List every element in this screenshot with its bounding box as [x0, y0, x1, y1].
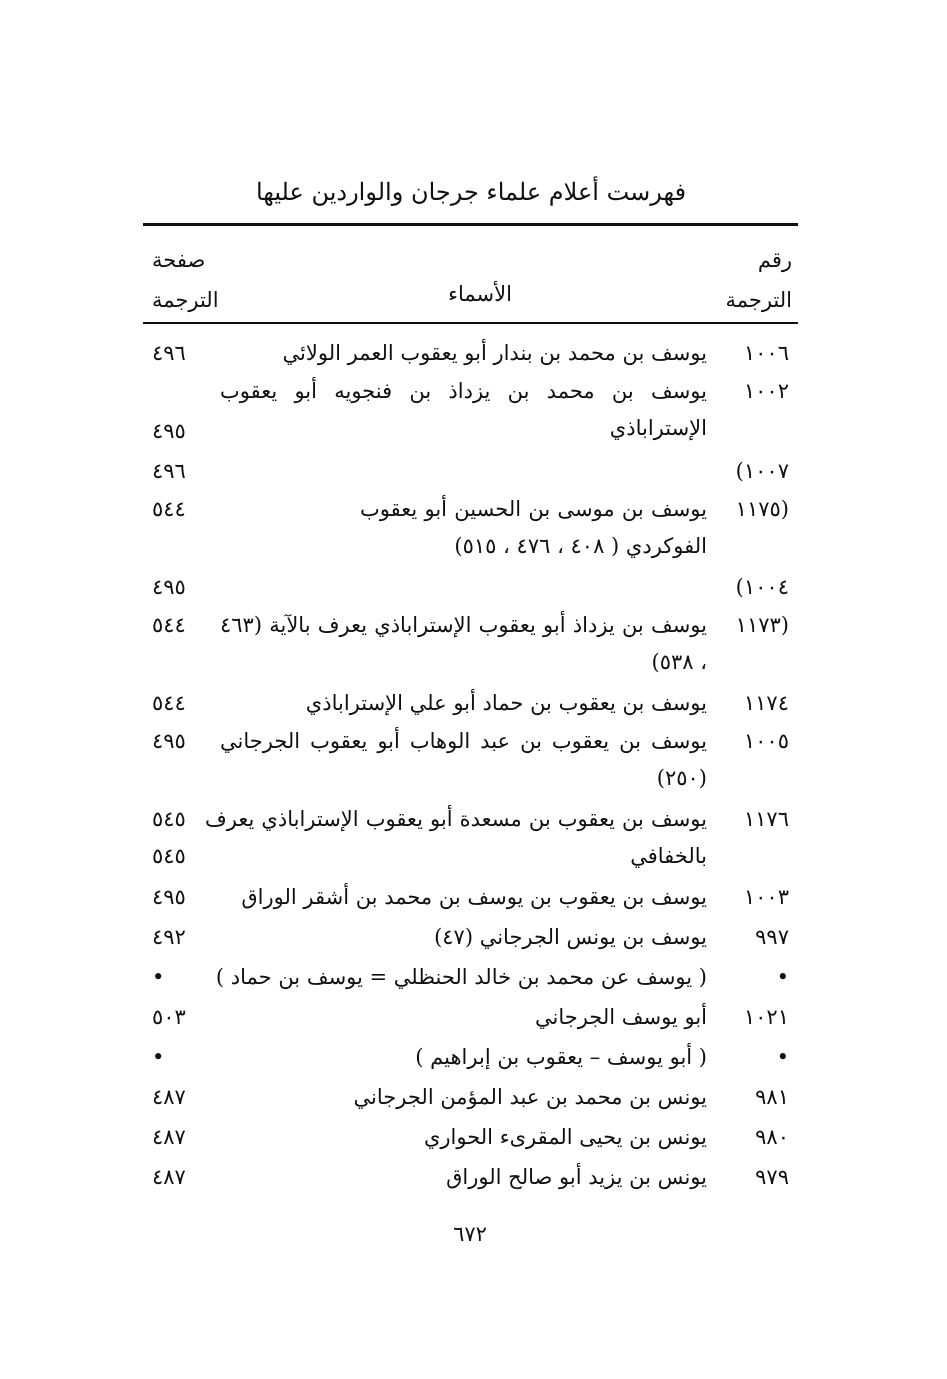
entry-name: يوسف بن يعقوب بن يوسف بن محمد بن أشقر الوراق	[241, 885, 707, 909]
list-item	[0, 723, 947, 801]
entry-page-second: ٥٤٥	[152, 844, 186, 868]
entry-number: ١٠٠٥	[743, 729, 789, 753]
entry-page: ٤٩٥	[152, 729, 186, 753]
entry-page: ٥٤٤	[152, 613, 186, 637]
header-number-line1: رقم	[757, 248, 792, 272]
entry-page: ٤٨٧	[152, 1165, 186, 1189]
entry-page: ٥٤٤	[152, 691, 186, 715]
list-item	[0, 373, 947, 453]
entry-name: يوسف بن يعقوب بن عبد الوهاب أبو يعقوب الجرجاني (٢٥٠)	[220, 729, 707, 790]
entry-number: ١٠٠٧)	[735, 459, 789, 483]
entry-name: يونس بن يزيد أبو صالح الوراق	[446, 1165, 707, 1189]
entry-name: يونس بن يحيى المقرىء الحواري	[423, 1125, 707, 1149]
entry-page: ٥٠٣	[152, 1005, 186, 1029]
entry-name: يوسف بن محمد بن يزداذ بن فنجويه أبو يعقوب الإستراباذي	[220, 379, 707, 440]
entry-name: يونس بن محمد بن عبد المؤمن الجرجاني	[353, 1085, 707, 1109]
list-item	[0, 491, 947, 569]
entry-number: (١١٧٣	[735, 613, 789, 637]
entry-number: ١١٧٤	[743, 691, 789, 715]
entry-page: ٤٩٦	[152, 341, 186, 365]
list-item	[0, 685, 947, 723]
header-page-column	[152, 240, 219, 320]
top-rule	[143, 223, 798, 226]
entry-page: ٥٤٤	[152, 497, 186, 521]
entry-number: ٩٨٠	[755, 1125, 789, 1149]
entry-page: ٤٩٥	[152, 419, 186, 443]
entry-number: ١٠٠٤)	[735, 575, 789, 599]
entry-page: •	[152, 965, 165, 989]
list-item	[0, 919, 947, 959]
entry-number: (١١٧٥	[735, 497, 789, 521]
entry-page: ٤٨٧	[152, 1085, 186, 1109]
entries-list	[0, 335, 947, 1199]
list-item	[0, 1119, 947, 1159]
entry-number: ٩٧٩	[755, 1165, 789, 1189]
page-title: فهرست أعلام علماء جرجان والواردين عليها	[255, 178, 687, 206]
entry-page: ٤٨٧	[152, 1125, 186, 1149]
entry-number: ١٠٢١	[743, 1005, 789, 1029]
list-item	[0, 1159, 947, 1199]
entry-name: يوسف بن يعقوب بن حماد أبو علي الإستراباذي	[305, 691, 707, 715]
entry-number: •	[776, 1045, 789, 1069]
list-item	[0, 1079, 947, 1119]
header-page-line1: صفحة	[152, 248, 206, 272]
list-item	[0, 959, 947, 999]
entry-number: •	[776, 965, 789, 989]
header-rule	[143, 322, 798, 324]
entry-name: يوسف بن موسى بن الحسين أبو يعقوب الفوكردي ( ٤٠٨ ، ٤٧٦ ، ٥١٥)	[360, 497, 707, 558]
header-names-label: الأسماء	[448, 282, 512, 306]
entry-number: ١٠٠٢	[743, 379, 789, 403]
entry-page: ٤٩٥	[152, 575, 186, 599]
entry-number: ١٠٠٦	[743, 341, 789, 365]
page-number: ٦٧٢	[453, 1222, 487, 1246]
header-page-line2: الترجمة	[152, 288, 219, 312]
entry-name: يوسف بن يعقوب بن مسعدة أبو يعقوب الإستراباذي يعرف بالخفافي	[205, 807, 707, 868]
header-number-line2: الترجمة	[725, 288, 792, 312]
list-item	[0, 801, 947, 879]
entry-name: يوسف بن يزداذ أبو يعقوب الإستراباذي يعرف بالآية (٤٦٣ ، ٥٣٨)	[220, 613, 707, 674]
entry-name: ( أبو يوسف – يعقوب بن إبراهيم )	[415, 1045, 707, 1069]
list-item	[0, 453, 947, 491]
header-names-column	[280, 274, 680, 314]
entry-page: ٤٩٢	[152, 925, 186, 949]
list-item	[0, 607, 947, 685]
entry-page: ٥٤٥	[152, 807, 186, 831]
entry-number: ٩٨١	[755, 1085, 789, 1109]
list-item	[0, 335, 947, 373]
list-item	[0, 569, 947, 607]
header-number-column	[725, 240, 792, 320]
entry-number: ٩٩٧	[755, 925, 789, 949]
list-item	[0, 879, 947, 919]
list-item	[0, 999, 947, 1039]
entry-number: ١٠٠٣	[743, 885, 789, 909]
entry-name: يوسف بن يونس الجرجاني (٤٧)	[434, 925, 707, 949]
entry-number: ١١٧٦	[743, 807, 789, 831]
entry-page: •	[152, 1045, 165, 1069]
entry-page: ٤٩٦	[152, 459, 186, 483]
entry-name: أبو يوسف الجرجاني	[534, 1005, 707, 1029]
entry-name: ( يوسف عن محمد بن خالد الحنظلي = يوسف بن حماد )	[215, 965, 707, 989]
entry-name: يوسف بن محمد بن بندار أبو يعقوب العمر الولائي	[282, 341, 707, 365]
list-item	[0, 1039, 947, 1079]
entry-page: ٤٩٥	[152, 885, 186, 909]
